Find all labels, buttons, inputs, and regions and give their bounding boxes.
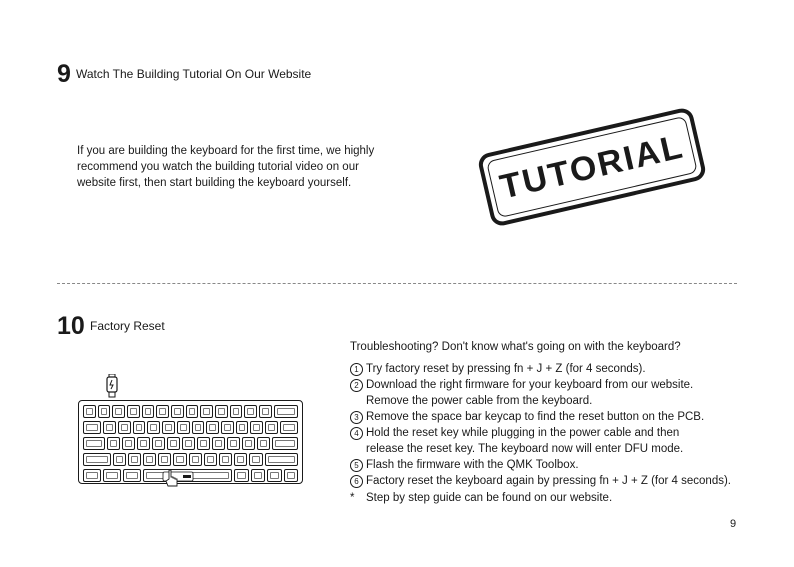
key xyxy=(186,405,199,418)
key xyxy=(83,421,101,434)
key xyxy=(251,469,265,482)
key xyxy=(171,405,184,418)
key xyxy=(200,405,213,418)
section-9-intro xyxy=(77,143,374,191)
key xyxy=(103,421,116,434)
key xyxy=(206,421,219,434)
key xyxy=(215,405,228,418)
key xyxy=(177,421,190,434)
key xyxy=(267,469,281,482)
note-item xyxy=(350,490,731,506)
step-item xyxy=(350,409,731,425)
troubleshooting-question: Troubleshooting? Don't know what's going on with the keyboard? xyxy=(350,341,681,353)
key xyxy=(83,469,101,482)
step-item xyxy=(350,457,731,473)
key xyxy=(221,421,234,434)
key xyxy=(265,453,298,466)
key xyxy=(280,421,298,434)
key xyxy=(242,437,255,450)
key xyxy=(250,421,263,434)
key xyxy=(173,453,186,466)
key xyxy=(122,437,135,450)
key xyxy=(227,437,240,450)
key xyxy=(112,405,125,418)
key xyxy=(212,437,225,450)
key xyxy=(83,453,111,466)
key xyxy=(204,453,217,466)
usb-cable-icon xyxy=(104,374,120,398)
key xyxy=(272,437,298,450)
note-text: Step by step guide can be found on our website. xyxy=(366,492,613,504)
key xyxy=(107,437,120,450)
step-number: 5 xyxy=(350,459,363,472)
step-text: Flash the firmware with the QMK Toolbox. xyxy=(366,459,579,471)
step-item xyxy=(350,425,731,441)
intro-line: recommend you watch the building tutorial video on our xyxy=(77,161,359,173)
key xyxy=(137,437,150,450)
keyboard-row xyxy=(83,421,298,434)
step-text-continued: release the reset key. The keyboard now will enter DFU mode. xyxy=(366,443,684,455)
intro-line: website first, then start building the keyboard yourself. xyxy=(77,177,352,189)
section-9-number: 9 xyxy=(57,60,71,88)
key xyxy=(118,421,131,434)
keyboard-illustration xyxy=(78,400,303,484)
key xyxy=(234,469,248,482)
key xyxy=(244,405,257,418)
stamp-text: TUTORIAL xyxy=(496,126,688,207)
section-9-title: Watch The Building Tutorial On Our Website xyxy=(76,67,312,81)
keyboard-row xyxy=(83,437,298,450)
key xyxy=(257,437,270,450)
key xyxy=(162,421,175,434)
key xyxy=(230,405,243,418)
key xyxy=(142,405,155,418)
step-item xyxy=(350,377,731,393)
key xyxy=(259,405,272,418)
step-text: Remove the space bar keycap to find the reset button on the PCB. xyxy=(366,411,705,423)
keyboard-row xyxy=(83,405,298,418)
key xyxy=(98,405,111,418)
key xyxy=(192,421,205,434)
key xyxy=(197,437,210,450)
key xyxy=(249,453,262,466)
key xyxy=(236,421,249,434)
key xyxy=(103,469,121,482)
key xyxy=(189,453,202,466)
key xyxy=(182,437,195,450)
step-item xyxy=(350,473,731,489)
step-text: Download the right firmware for your keyboard from our website. xyxy=(366,379,694,391)
intro-line: If you are building the keyboard for the first time, we highly xyxy=(77,145,375,157)
key xyxy=(133,421,146,434)
step-text: Factory reset the keyboard again by pressing fn + J + Z (for 4 seconds). xyxy=(366,475,731,487)
key xyxy=(274,405,298,418)
tutorial-stamp xyxy=(476,106,707,228)
key xyxy=(158,453,171,466)
key xyxy=(167,437,180,450)
key xyxy=(128,453,141,466)
step-number: 6 xyxy=(350,475,363,488)
step-number: 1 xyxy=(350,363,363,376)
key xyxy=(83,405,96,418)
key xyxy=(147,421,160,434)
step-text: Try factory reset by pressing fn + J + Z (for 4 seconds). xyxy=(366,363,646,375)
pointing-hand-icon xyxy=(165,469,179,489)
page-number: 9 xyxy=(730,518,737,530)
key xyxy=(234,453,247,466)
key xyxy=(265,421,278,434)
steps-list xyxy=(350,361,731,506)
key xyxy=(113,453,126,466)
key xyxy=(127,405,140,418)
step-number: 2 xyxy=(350,379,363,392)
step-text-continued: Remove the power cable from the keyboard. xyxy=(366,395,593,407)
key xyxy=(123,469,141,482)
step-number: 3 xyxy=(350,411,363,424)
keyboard-row xyxy=(83,453,298,466)
key xyxy=(143,453,156,466)
step-number: 4 xyxy=(350,427,363,440)
key xyxy=(156,405,169,418)
section-10-number: 10 xyxy=(57,312,85,340)
note-marker: * xyxy=(350,492,355,504)
section-10-title: Factory Reset xyxy=(90,319,165,333)
step-text: Hold the reset key while plugging in the power cable and then xyxy=(366,427,680,439)
step-item xyxy=(350,361,731,377)
key xyxy=(219,453,232,466)
key xyxy=(152,437,165,450)
key xyxy=(83,437,105,450)
section-divider xyxy=(57,283,737,284)
key xyxy=(284,469,298,482)
